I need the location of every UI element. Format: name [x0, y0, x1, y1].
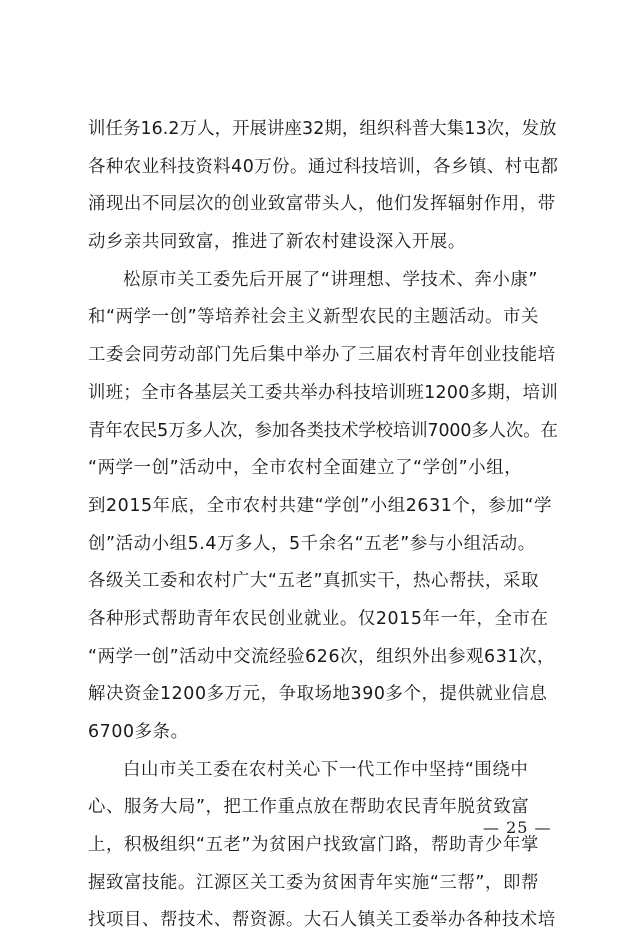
text-line: 训任务16.2万人，开展讲座32期，组织科普大集13次，发放: [88, 119, 557, 139]
text-line: 白山市关工委在农村关心下一代工作中坚持“围绕中: [123, 759, 529, 780]
text-line: 工委会同劳动部门先后集中举办了三届农村青年创业技能培: [88, 345, 556, 366]
text-line: 找项目、帮技术、帮资源。大石人镇关工委举办各种技术培: [88, 910, 556, 931]
paragraph-1: [88, 111, 558, 262]
text-line: 上，积极组织“五老”为贫困户找致富门路，帮助青少年掌: [88, 835, 539, 856]
text-line: 青年农民5万多人次，参加各类技术学校培训7000多人次。在: [88, 420, 558, 441]
text-line: 各种形式帮助青年农民创业就业。仅2015年一年，全市在: [88, 608, 549, 629]
text-line: 心、服务大局”，把工作重点放在帮助农民青年脱贫致富: [88, 797, 530, 818]
text-line: 松原市关工委先后开展了“讲理想、学技术、奔小康”: [123, 269, 539, 290]
text-line: 训班；全市各基层关工委共举办科技培训班1200多期，培训: [88, 382, 559, 403]
paragraph-3: [88, 752, 558, 940]
text-line: 各种农业科技资料40万份。通过科技培训，各乡镇、村屯都: [88, 156, 559, 177]
paragraph-2: [88, 262, 558, 752]
text-line: 握致富技能。江源区关工委为贫困青年实施“三帮”，即帮: [88, 872, 539, 893]
text-line: “两学一创”活动中交流经验626次，组织外出参观631次，: [88, 646, 556, 667]
text-line: 6700多条。: [88, 722, 189, 742]
text-line: 涌现出不同层次的创业致富带头人，他们发挥辐射作用，带: [88, 194, 556, 215]
body-text: [88, 111, 558, 940]
text-line: 动乡亲共同致富，推进了新农村建设深入开展。: [88, 232, 466, 253]
page-number: — 25 —: [483, 818, 552, 837]
text-line: 各级关工委和农村广大“五老”真抓实干，热心帮扶，采取: [88, 571, 539, 592]
text-line: 和“两学一创”等培养社会主义新型农民的主题活动。市关: [88, 307, 539, 328]
text-line: 解决资金1200多万元，争取场地390多个，提供就业信息: [88, 684, 548, 705]
text-line: 到2015年底，全市农村共建“学创”小组2631个，参加“学: [88, 495, 552, 516]
text-line: 创”活动小组5.4万多人，5千余名“五老”参与小组活动。: [88, 533, 536, 554]
text-line: “两学一创”活动中，全市农村全面建立了“学创”小组，: [88, 458, 523, 479]
